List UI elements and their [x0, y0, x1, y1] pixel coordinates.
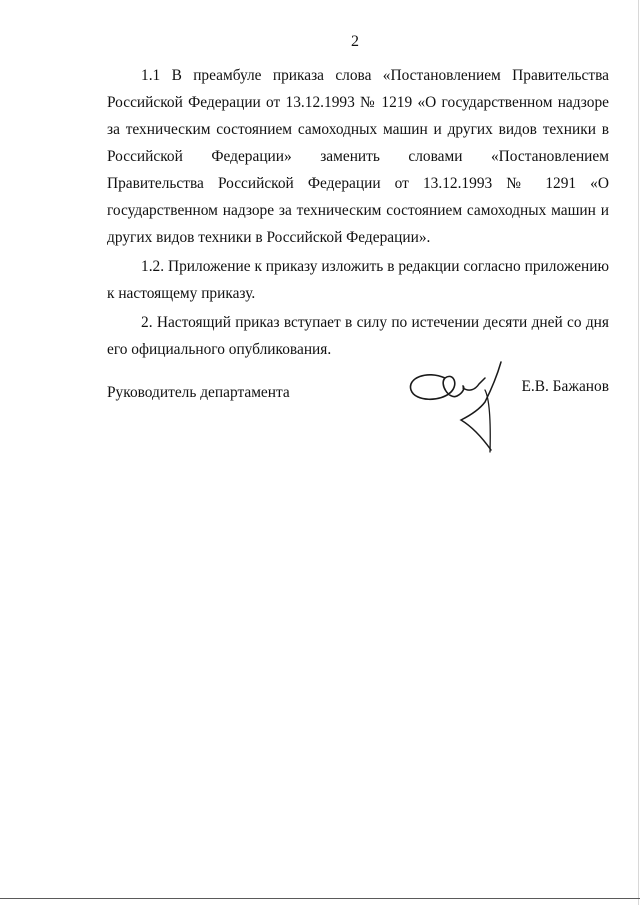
signature-block — [107, 378, 609, 414]
paragraph-1-2: 1.2. Приложение к приказу изложить в редакции согласно приложению к настоящему приказу. — [107, 258, 609, 302]
scan-bottom-edge — [0, 898, 640, 899]
handwritten-signature — [405, 356, 515, 454]
signer-position: Руководитель департамента — [107, 384, 290, 401]
scan-right-edge — [638, 0, 639, 905]
page-number: 2 — [351, 33, 359, 50]
paragraph-1-1: 1.1 В преамбуле приказа слова «Постановлением Правительства Российской Федерации от 13.12.1993 № 1219 «О государственном надзоре за техническим состоянием самоходных машин и других видов техники в Российской Федерации» заменить словами «Постановлением Правительства Российской Федерации от 13.12.1993 № 1291 «О государственном надзоре за техническим состоянием самоходных машин и других видов техники в Российской Федерации». — [107, 67, 609, 246]
document-body — [107, 62, 609, 363]
paragraph-2: 2. Настоящий приказ вступает в силу по истечении десяти дней со дня его официального опубликования. — [107, 314, 609, 358]
signer-name: Е.В. Бажанов — [521, 378, 609, 395]
